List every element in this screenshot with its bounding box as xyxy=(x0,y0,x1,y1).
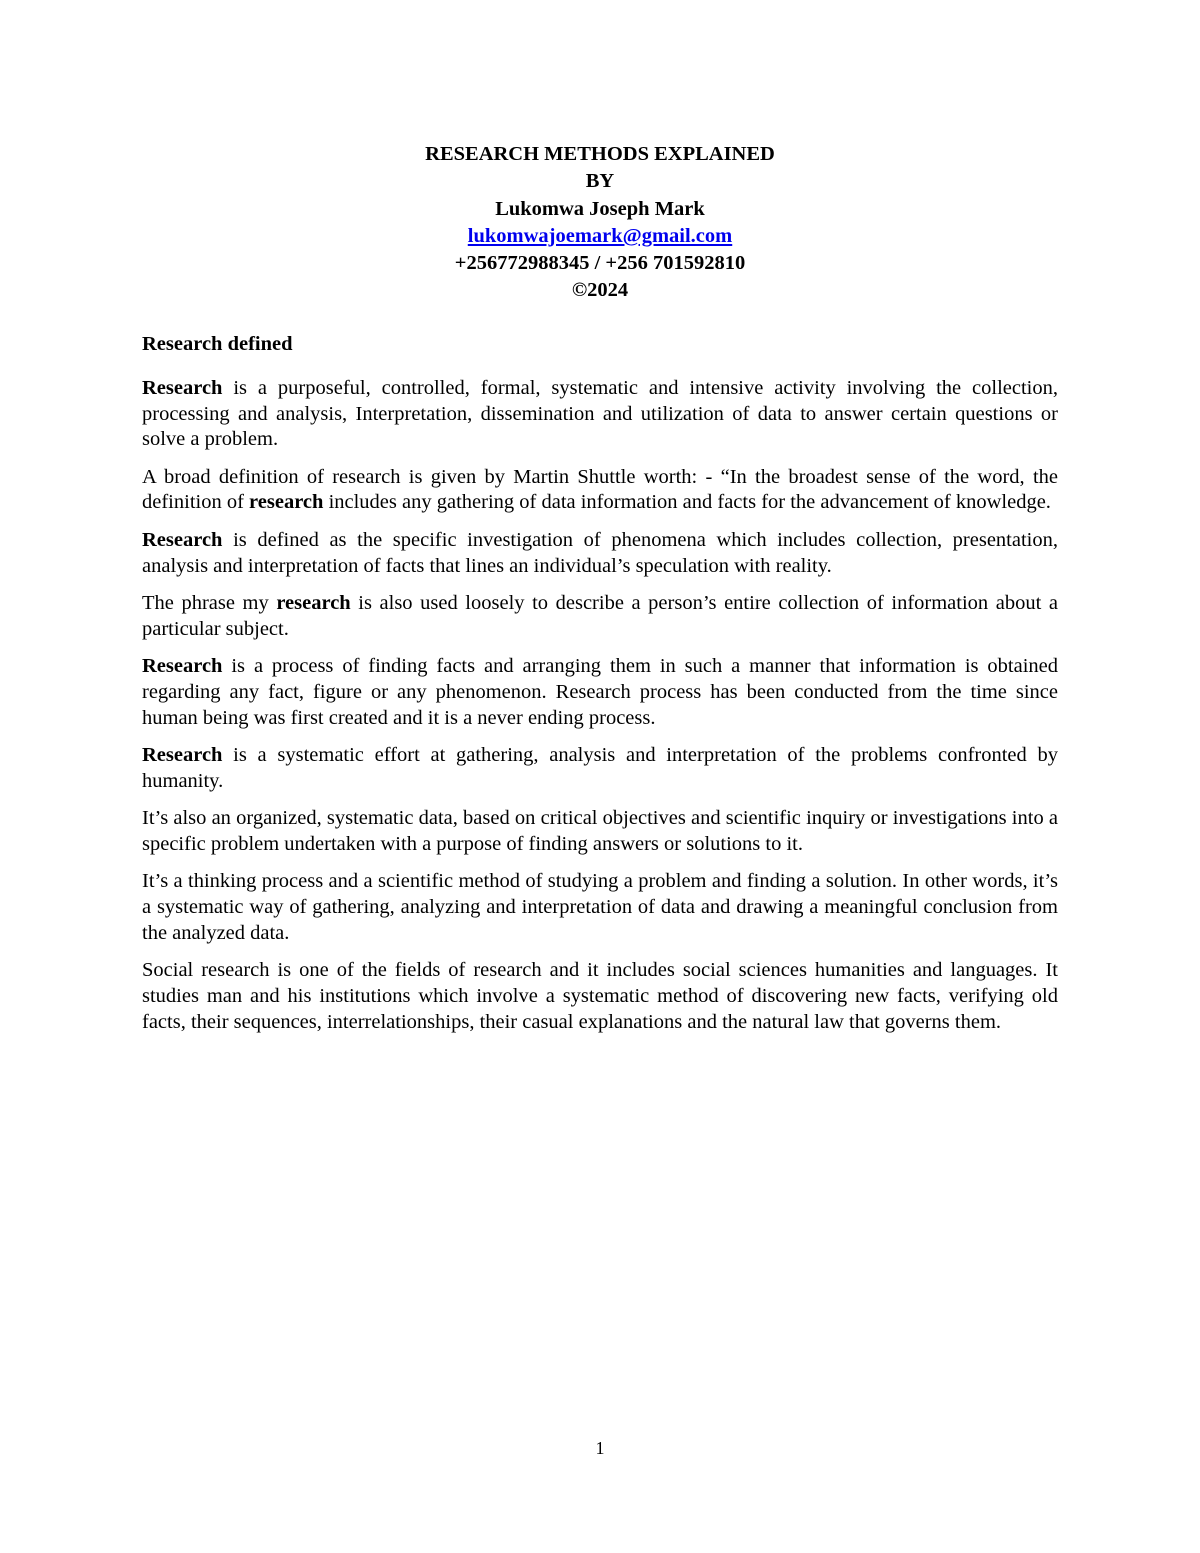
paragraph-text: It’s a thinking process and a scientific method of studying a problem and finding a solution. In other words, it’s a systematic way of gathering, analyzing and interpretation of data and drawing a meaningful conclusion from the analyzed data. xyxy=(142,870,1058,944)
paragraph-text: A broad definition of research is given by Martin Shuttle worth: - “In the broadest sense of the word, the definition of xyxy=(142,465,1058,514)
paragraph-lead: Research xyxy=(142,654,223,677)
paragraph-7 xyxy=(142,806,1058,858)
paragraph-text: It’s also an organized, systematic data, based on critical objectives and scientific inquiry or investigations into a specific problem undertaken with a purpose of finding answers or solutions to it. xyxy=(142,806,1058,855)
paragraph-8 xyxy=(142,869,1058,946)
author-email-link[interactable]: lukomwajoemark@gmail.com xyxy=(467,224,733,247)
paragraph-emphasis: research xyxy=(276,591,351,614)
paragraph-6 xyxy=(142,743,1058,795)
paragraph-1 xyxy=(142,376,1058,453)
by-line: BY xyxy=(585,170,615,193)
paragraph-text: The phrase my xyxy=(142,591,277,614)
copyright-notice: ©2024 xyxy=(571,279,629,302)
document-title: RESEARCH METHODS EXPLAINED xyxy=(425,143,775,165)
paragraph-text: is also used loosely to describe a person’s entire collection of information about a particular subject. xyxy=(142,591,1058,640)
author-phones: +256772988345 / +256 701592810 xyxy=(454,252,746,275)
paragraph-text: Social research is one of the fields of research and it includes social sciences humanities and languages. It studies man and his institutions which involve a systematic method of discovering new facts, verifying old facts, their sequences, interrelationships, their casual explanations and the natural law that governs them. xyxy=(142,958,1058,1033)
paragraph-text: is a systematic effort at gathering, analysis and interpretation of the problems confronted by humanity. xyxy=(142,743,1058,792)
paragraph-lead: Research xyxy=(142,743,223,766)
author-name: Lukomwa Joseph Mark xyxy=(495,197,705,220)
paragraph-3 xyxy=(142,528,1058,580)
paragraph-4 xyxy=(142,591,1058,643)
paragraph-text: is a process of finding facts and arranging them in such a manner that information is obtained regarding any fact, figure or any phenomenon. Research process has been conducted from the time since human being was first created and it is a never ending process. xyxy=(142,654,1058,729)
paragraph-lead: Research xyxy=(142,376,223,399)
section-heading: Research defined xyxy=(142,333,293,355)
paragraph-text: includes any gathering of data information and facts for the advancement of knowledge. xyxy=(323,491,1051,514)
paragraph-text: is a purposeful, controlled, formal, systematic and intensive activity involving the collection, processing and analysis, Interpretation, dissemination and utilization of data to answer certain questions or solve a problem. xyxy=(142,376,1058,451)
paragraph-2 xyxy=(142,465,1058,517)
paragraph-9 xyxy=(142,958,1058,1035)
paragraph-lead: Research xyxy=(142,528,223,551)
paragraph-text: is defined as the specific investigation of phenomena which includes collection, presentation, analysis and interpretation of facts that lines an individual’s speculation with reality. xyxy=(142,528,1058,577)
paragraph-5 xyxy=(142,654,1058,731)
title-block xyxy=(0,141,1200,305)
page-number: 1 xyxy=(595,1438,605,1458)
paragraph-emphasis: research xyxy=(249,491,324,514)
document-body xyxy=(142,332,1058,1047)
